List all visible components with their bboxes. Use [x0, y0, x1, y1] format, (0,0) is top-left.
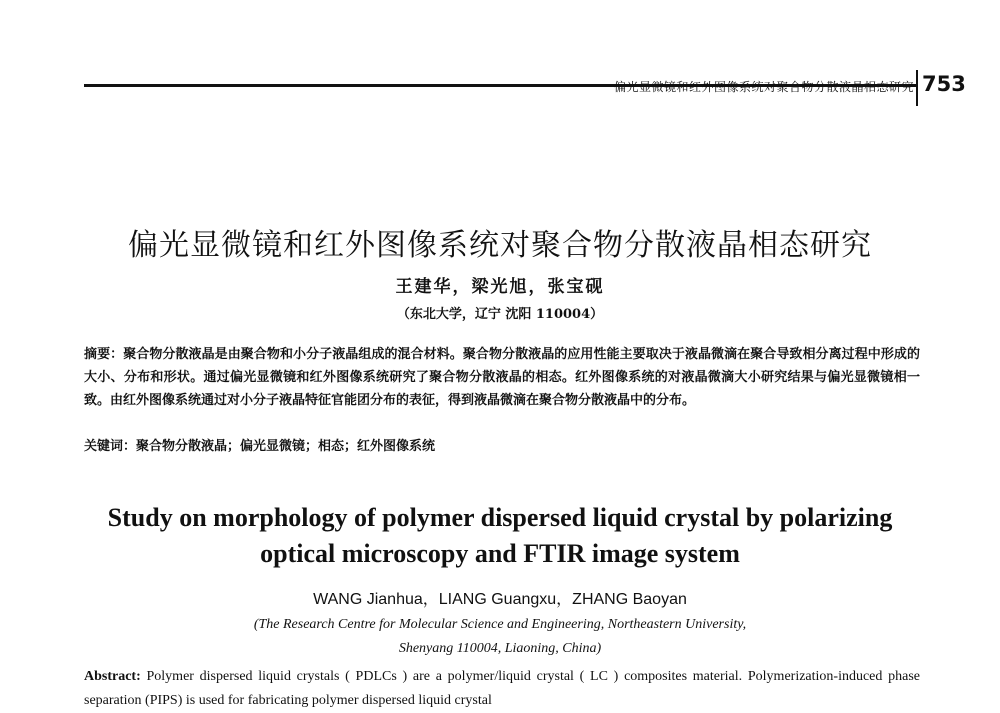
page-number-divider — [916, 70, 918, 106]
chinese-keywords — [84, 435, 920, 458]
english-title-line-1: Study on morphology of polymer dispersed liquid crystal by polarizing — [107, 503, 893, 532]
english-abstract — [84, 665, 920, 713]
chinese-abstract-label: 摘要： — [84, 347, 124, 362]
chinese-authors: 王建华，梁光旭，张宝砚 — [395, 277, 605, 297]
english-affiliation-line-2: Shenyang 110004, Liaoning, China) — [398, 641, 602, 656]
chinese-keywords-label: 关键词： — [84, 439, 137, 454]
chinese-abstract — [84, 343, 920, 412]
chinese-affiliation: （东北大学，辽宁 沈阳 110004） — [396, 307, 604, 322]
english-affiliation — [0, 613, 1000, 661]
english-abstract-text: Polymer dispersed liquid crystals ( PDLCs ) are a polymer/liquid crystal ( LC ) composites material. Polymerization-induced phase separation (PIPS) is used for fabricating polymer dispersed liquid crystal — [84, 669, 921, 708]
chinese-abstract-text: 聚合物分散液晶是由聚合物和小分子液晶组成的混合材料。聚合物分散液晶的应用性能主要取决于液晶微滴在聚合导致相分离过程中形成的大小、分布和形状。通过偏光显微镜和红外图像系统研究了聚合物分散液晶的相态。红外图像系统的对液晶微滴大小研究结果与偏光显微镜相一致。由红外图像系统通过对小分子液晶特征官能团分布的表征，得到液晶微滴在聚合物分散液晶中的分布。 — [84, 347, 920, 408]
english-title — [0, 500, 1000, 572]
english-authors: WANG Jianhua，LIANG Guangxu，ZHANG Baoyan — [313, 591, 687, 608]
chinese-title: 偏光显微镜和红外图像系统对聚合物分散液晶相态研究 — [128, 228, 872, 263]
chinese-keywords-text: 聚合物分散液晶；偏光显微镜；相态；红外图像系统 — [136, 439, 436, 454]
running-head: 偏光显微镜和红外图像系统对聚合物分散液晶相态研究 — [613, 80, 914, 94]
english-affiliation-line-1: (The Research Centre for Molecular Science and Engineering, Northeastern University, — [253, 617, 747, 632]
english-abstract-label: Abstract: — [84, 669, 141, 684]
english-title-line-2: optical microscopy and FTIR image system — [260, 539, 740, 568]
page-number: 753 — [922, 72, 966, 96]
